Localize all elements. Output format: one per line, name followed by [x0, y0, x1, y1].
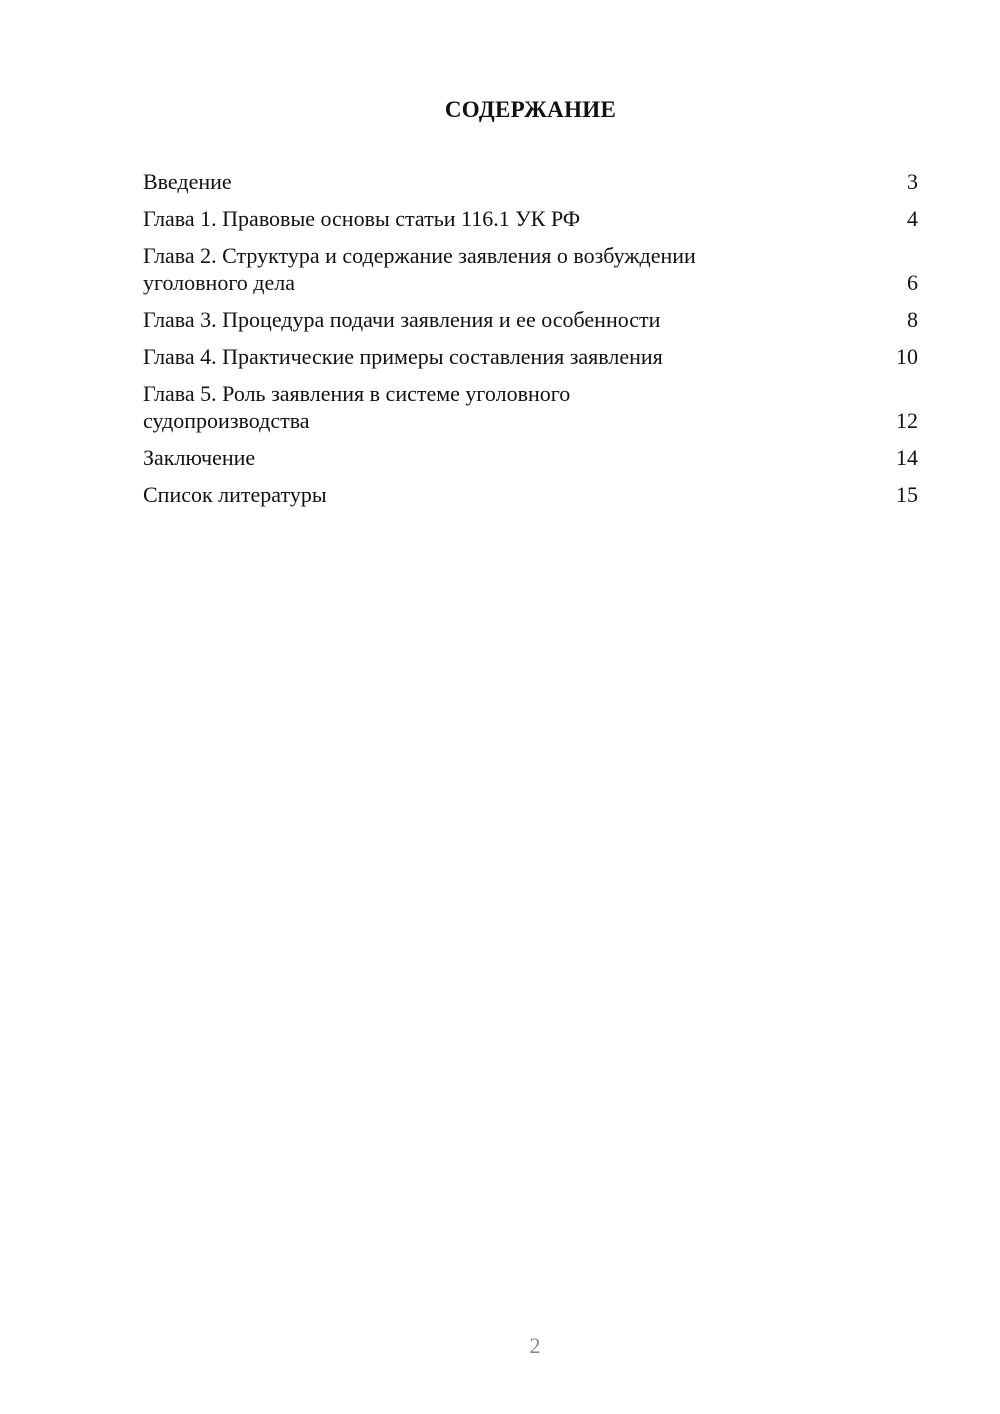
toc-entry-page: 15 [896, 482, 918, 507]
toc-entry-page: 8 [907, 307, 918, 332]
toc-entry [143, 343, 918, 370]
toc-entry [143, 306, 918, 333]
toc-entry-text [143, 444, 793, 471]
toc-entry-text [143, 380, 793, 434]
toc-entry-page: 4 [907, 206, 918, 231]
toc-entry-text [143, 205, 793, 232]
toc-entry-text [143, 242, 793, 296]
toc-entry-line: Введение [143, 169, 232, 194]
toc-entry-page: 14 [896, 445, 918, 470]
toc-entry [143, 205, 918, 232]
toc-entry-line: Список литературы [143, 482, 327, 507]
toc-entry-line: Глава 1. Правовые основы статьи 116.1 УК РФ [143, 206, 581, 231]
toc-list [143, 168, 918, 518]
toc-entry-line: Глава 2. Структура и содержание заявления о возбуждении [143, 243, 696, 268]
toc-title: СОДЕРЖАНИЕ [444, 97, 617, 122]
toc-entry [143, 481, 918, 508]
toc-entry-line: Глава 5. Роль заявления в системе уголовного [143, 381, 571, 406]
toc-entry [143, 380, 918, 434]
toc-entry-line: Глава 4. Практические примеры составления заявления [143, 344, 663, 369]
toc-entry-page: 6 [907, 270, 918, 295]
toc-entry-page: 3 [907, 169, 918, 194]
toc-entry-text [143, 168, 793, 195]
toc-entry-text [143, 306, 793, 333]
toc-entry-line: судопроизводства [143, 408, 310, 433]
toc-entry-line: Глава 3. Процедура подачи заявления и ее особенности [143, 307, 661, 332]
toc-entry-page: 12 [896, 408, 918, 433]
toc-entry-line: Заключение [143, 445, 256, 470]
toc-entry-text [143, 343, 793, 370]
toc-entry-line: уголовного дела [143, 270, 296, 295]
page-number: 2 [529, 1333, 541, 1358]
toc-entry [143, 168, 918, 195]
toc-entry [143, 242, 918, 296]
toc-entry-text [143, 481, 793, 508]
toc-entry-page: 10 [896, 344, 918, 369]
toc-entry [143, 444, 918, 471]
